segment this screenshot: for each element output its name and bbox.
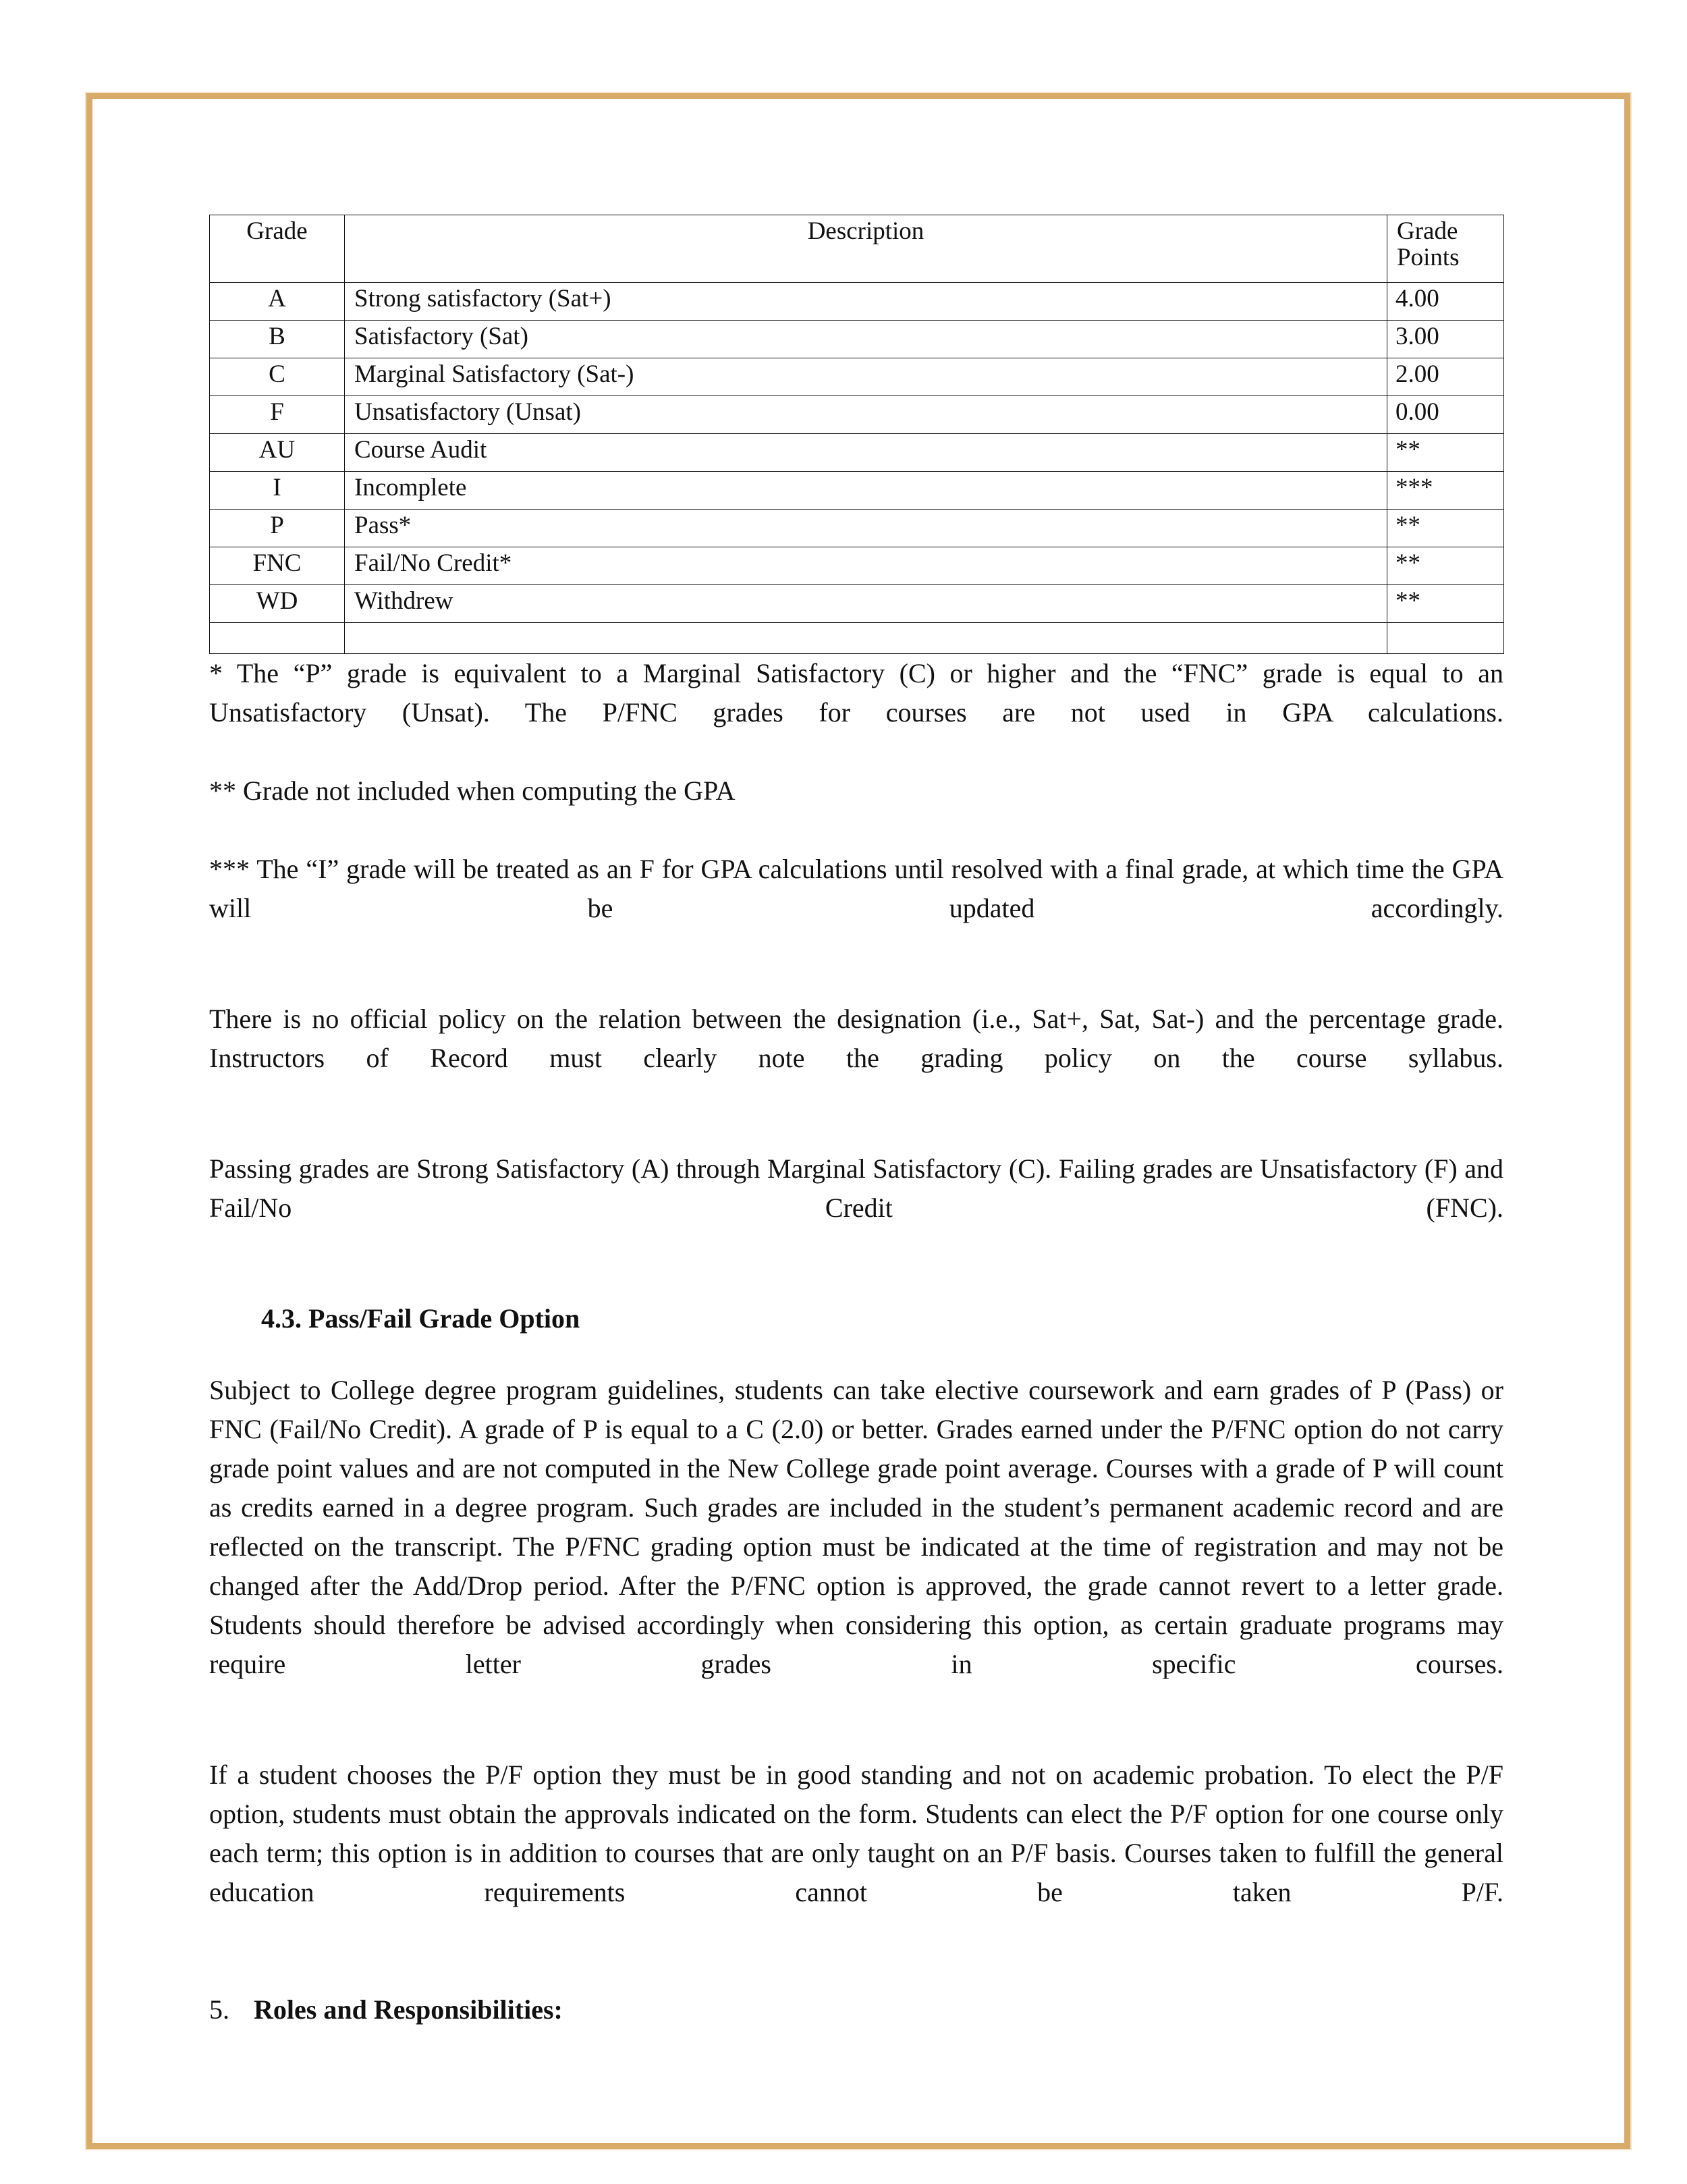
heading-section-5-number: 5. [209, 1994, 229, 2025]
cell-grade: A [210, 283, 345, 321]
cell-description: Strong satisfactory (Sat+) [345, 283, 1387, 321]
table-row [210, 396, 1504, 434]
column-header-grade-points-line2: Points [1397, 244, 1460, 272]
cell-grade-points [1387, 623, 1504, 654]
cell-grade-points: ** [1387, 510, 1504, 547]
cell-description: Marginal Satisfactory (Sat-) [345, 358, 1387, 396]
cell-grade: F [210, 396, 345, 434]
table-row [210, 358, 1504, 396]
cell-grade: AU [210, 434, 345, 472]
cell-grade: FNC [210, 547, 345, 585]
cell-description: Unsatisfactory (Unsat) [345, 396, 1387, 434]
heading-section-5-title: Roles and Responsibilities: [254, 1994, 563, 2025]
cell-grade-points: ** [1387, 585, 1504, 623]
cell-description: Fail/No Credit* [345, 547, 1387, 585]
footnote-single-asterisk: * The “P” grade is equivalent to a Marginal Satisfactory (C) or higher and the “FNC” grade is equal to an Unsatisfactory (Unsat). The P/FNC grades for courses are not used in GPA calculations. [209, 658, 1503, 728]
paragraph-pf-eligibility: If a student chooses the P/F option they must be in good standing and not on academic probation. To elect the P/F option, students must obtain the approvals indicated on the form. Students can elect the P/F option for one course only each term; this option is in addition to courses that are only taught on an P/F basis. Courses taken to fulfill the general education requirements cannot be taken P/F. [209, 1759, 1503, 1907]
footnote-double-asterisk: ** Grade not included when computing the GPA [209, 775, 736, 806]
cell-grade-points: ** [1387, 434, 1504, 472]
cell-grade: P [210, 510, 345, 547]
table-row [210, 434, 1504, 472]
cell-description: Pass* [345, 510, 1387, 547]
column-header-description: Description [345, 215, 1387, 283]
cell-description: Incomplete [345, 472, 1387, 510]
column-header-grade: Grade [210, 215, 345, 283]
table-row [210, 510, 1504, 547]
cell-grade: B [210, 321, 345, 358]
table-row-empty [210, 623, 1504, 654]
paragraph-policy-designation: There is no official policy on the relation between the designation (i.e., Sat+, Sat, Sat-) and the percentage grade. Instructors of Record must clearly note the grading policy on the course syllabus. [209, 1004, 1503, 1073]
cell-grade: C [210, 358, 345, 396]
cell-grade: I [210, 472, 345, 510]
column-header-grade-points-line1: Grade [1397, 217, 1458, 245]
table-row [210, 283, 1504, 321]
paragraph-passing-failing-grades: Passing grades are Strong Satisfactory (A) through Marginal Satisfactory (C). Failing grades are Unsatisfactory (F) and Fail/No Credit (FNC). [209, 1153, 1503, 1223]
cell-grade-points: *** [1387, 472, 1504, 510]
table-row [210, 585, 1504, 623]
spacer [209, 1117, 1503, 1149]
cell-description: Satisfactory (Sat) [345, 321, 1387, 358]
cell-grade-points: 2.00 [1387, 358, 1504, 396]
heading-section-5 [209, 1990, 1503, 2029]
spacer [209, 967, 1503, 1000]
spacer [209, 1267, 1503, 1299]
cell-description: Course Audit [345, 434, 1387, 472]
cell-description: Withdrew [345, 585, 1387, 623]
cell-grade [210, 623, 345, 654]
heading-section-4-3: 4.3. Pass/Fail Grade Option [261, 1303, 580, 1334]
grade-scale-table [209, 215, 1504, 654]
paragraph-pass-fail-detail: Subject to College degree program guidelines, students can take elective coursework and earn grades of P (Pass) or FNC (Fail/No Credit). A grade of P is equal to a C (2.0) or better. Grades earned under the P/FNC option do not carry grade point values and are not computed in the New College grade point average. Courses with a grade of P will count as credits earned in a degree program. Such grades are included in the student’s permanent academic record and are reflected on the transcript. The P/FNC grading option must be indicated at the time of registration and may not be changed after the Add/Drop period. After the P/FNC option is approved, the grade cannot revert to a letter grade. Students should therefore be advised accordingly when considering this option, as certain graduate programs may require letter grades in specific courses. [209, 1375, 1503, 1679]
cell-grade-points: 3.00 [1387, 321, 1504, 358]
footnote-triple-asterisk: *** The “I” grade will be treated as an F for GPA calculations until resolved with a final grade, at which time the GPA will be updated accordingly. [209, 854, 1503, 923]
table-header-row [210, 215, 1504, 283]
spacer [209, 1338, 1503, 1371]
cell-grade-points: ** [1387, 547, 1504, 585]
column-header-grade-points [1387, 215, 1504, 283]
table-row [210, 321, 1504, 358]
cell-description [345, 623, 1387, 654]
spacer [209, 1723, 1503, 1755]
table-row [210, 547, 1504, 585]
table-row [210, 472, 1504, 510]
document-content [209, 215, 1503, 2029]
cell-grade: WD [210, 585, 345, 623]
cell-grade-points: 0.00 [1387, 396, 1504, 434]
cell-grade-points: 4.00 [1387, 283, 1504, 321]
spacer [209, 1951, 1503, 1990]
